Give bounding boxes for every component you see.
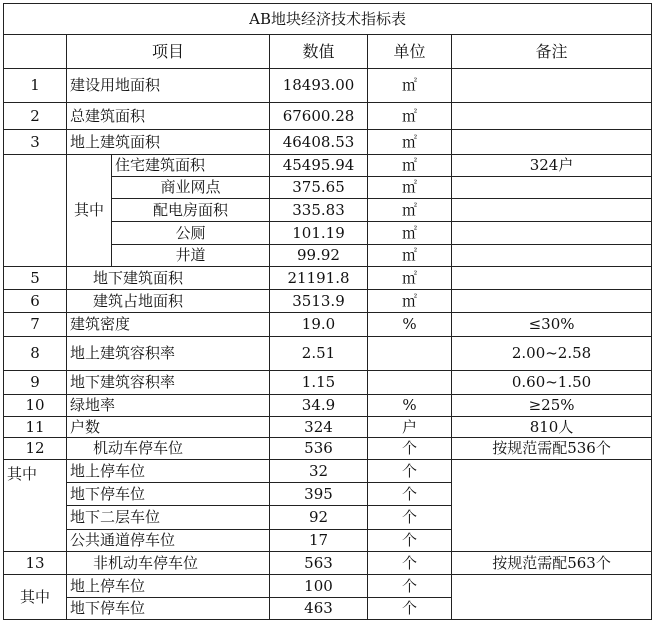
sub-value: 100 xyxy=(270,575,368,598)
row-number: 7 xyxy=(4,313,67,337)
sub-value: 99.92 xyxy=(270,245,368,267)
row-number: 12 xyxy=(4,438,67,460)
row-label: 地下建筑容积率 xyxy=(67,371,270,395)
sub-label: 商业网点 xyxy=(112,177,270,199)
title-row xyxy=(4,4,652,35)
sub-unit: ㎡ xyxy=(368,245,452,267)
row-number: 8 xyxy=(4,337,67,371)
row-note: 810人 xyxy=(452,417,652,438)
row-note xyxy=(452,69,652,103)
row-unit: ㎡ xyxy=(368,130,452,155)
table-row xyxy=(4,130,652,155)
row-number: 9 xyxy=(4,371,67,395)
row-value: 536 xyxy=(270,438,368,460)
header-note: 备注 xyxy=(452,35,652,69)
row-unit: ㎡ xyxy=(368,267,452,290)
table-row xyxy=(4,438,652,460)
sub-note xyxy=(452,177,652,199)
sub-unit: 个 xyxy=(368,598,452,620)
sub-value: 335.83 xyxy=(270,199,368,222)
row-unit xyxy=(368,337,452,371)
row-unit: ㎡ xyxy=(368,290,452,313)
row-label: 总建筑面积 xyxy=(67,103,270,130)
row-number: 10 xyxy=(4,395,67,417)
row-note: ≤30% xyxy=(452,313,652,337)
row-number: 3 xyxy=(4,130,67,155)
sub-label: 地上停车位 xyxy=(67,575,270,598)
header-index xyxy=(4,35,67,69)
sub-value: 32 xyxy=(270,460,368,483)
row-label: 建筑密度 xyxy=(67,313,270,337)
sub-label: 公厕 xyxy=(112,222,270,245)
row-label: 非机动车停车位 xyxy=(67,552,270,575)
sub-unit: ㎡ xyxy=(368,177,452,199)
row-note xyxy=(452,267,652,290)
sub-label: 地下二层车位 xyxy=(67,506,270,530)
table-row xyxy=(4,155,652,177)
sub-unit: ㎡ xyxy=(368,222,452,245)
table-row xyxy=(4,371,652,395)
row-unit: 个 xyxy=(368,552,452,575)
group-label: 其中 xyxy=(67,155,112,267)
row-note xyxy=(452,103,652,130)
row-value: 1.15 xyxy=(270,371,368,395)
sub-label: 地下停车位 xyxy=(67,483,270,506)
sub-unit: 个 xyxy=(368,575,452,598)
sub-value: 45495.94 xyxy=(270,155,368,177)
sub-note xyxy=(452,245,652,267)
row-label: 绿地率 xyxy=(67,395,270,417)
group-blank xyxy=(4,155,67,267)
sub-note: 324户 xyxy=(452,155,652,177)
sub-label: 配电房面积 xyxy=(112,199,270,222)
row-value: 324 xyxy=(270,417,368,438)
row-label: 地上建筑容积率 xyxy=(67,337,270,371)
row-value: 34.9 xyxy=(270,395,368,417)
row-number: 11 xyxy=(4,417,67,438)
sub-value: 92 xyxy=(270,506,368,530)
sub-unit: ㎡ xyxy=(368,199,452,222)
row-number: 13 xyxy=(4,552,67,575)
row-note: ≥25% xyxy=(452,395,652,417)
row-label: 机动车停车位 xyxy=(67,438,270,460)
group-label: 其中 xyxy=(4,575,67,620)
row-value: 18493.00 xyxy=(270,69,368,103)
header-value: 数值 xyxy=(270,35,368,69)
row-unit: 个 xyxy=(368,438,452,460)
table-row xyxy=(4,575,652,598)
row-number: 5 xyxy=(4,267,67,290)
row-label: 地上建筑面积 xyxy=(67,130,270,155)
row-label: 户数 xyxy=(67,417,270,438)
group-note-blank xyxy=(452,575,652,620)
row-value: 563 xyxy=(270,552,368,575)
sub-value: 17 xyxy=(270,530,368,552)
table-row xyxy=(4,103,652,130)
row-unit: % xyxy=(368,395,452,417)
sub-unit: 个 xyxy=(368,460,452,483)
row-note: 2.00~2.58 xyxy=(452,337,652,371)
table-row xyxy=(4,69,652,103)
sub-unit: 个 xyxy=(368,483,452,506)
header-item: 项目 xyxy=(67,35,270,69)
row-unit: ㎡ xyxy=(368,103,452,130)
sub-label: 地下停车位 xyxy=(67,598,270,620)
row-note: 按规范需配536个 xyxy=(452,438,652,460)
indicator-table xyxy=(3,3,652,620)
group-note-blank xyxy=(452,460,652,552)
row-unit: % xyxy=(368,313,452,337)
row-value: 19.0 xyxy=(270,313,368,337)
row-value: 3513.9 xyxy=(270,290,368,313)
row-value: 21191.8 xyxy=(270,267,368,290)
table-row xyxy=(4,460,652,483)
row-number: 1 xyxy=(4,69,67,103)
table-row xyxy=(4,552,652,575)
row-value: 67600.28 xyxy=(270,103,368,130)
header-row xyxy=(4,35,652,69)
row-number: 2 xyxy=(4,103,67,130)
row-unit: 户 xyxy=(368,417,452,438)
sub-unit: ㎡ xyxy=(368,155,452,177)
row-label: 地下建筑面积 xyxy=(67,267,270,290)
table-title: AB地块经济技术指标表 xyxy=(4,4,652,35)
row-label: 建筑占地面积 xyxy=(67,290,270,313)
sub-label: 井道 xyxy=(112,245,270,267)
sub-note xyxy=(452,199,652,222)
sub-unit: 个 xyxy=(368,506,452,530)
table-row xyxy=(4,313,652,337)
sub-label: 住宅建筑面积 xyxy=(112,155,270,177)
table-row xyxy=(4,395,652,417)
table-row xyxy=(4,337,652,371)
row-label: 建设用地面积 xyxy=(67,69,270,103)
sub-note xyxy=(452,222,652,245)
row-unit: ㎡ xyxy=(368,69,452,103)
sub-value: 463 xyxy=(270,598,368,620)
sub-value: 375.65 xyxy=(270,177,368,199)
sub-value: 101.19 xyxy=(270,222,368,245)
sub-value: 395 xyxy=(270,483,368,506)
table-row xyxy=(4,267,652,290)
sub-label: 公共通道停车位 xyxy=(67,530,270,552)
row-note: 按规范需配563个 xyxy=(452,552,652,575)
row-value: 2.51 xyxy=(270,337,368,371)
table-row xyxy=(4,290,652,313)
row-unit xyxy=(368,371,452,395)
row-note xyxy=(452,130,652,155)
sub-label: 地上停车位 xyxy=(67,460,270,483)
row-number: 6 xyxy=(4,290,67,313)
row-note: 0.60~1.50 xyxy=(452,371,652,395)
group-label: 其中 xyxy=(4,460,67,552)
row-note xyxy=(452,290,652,313)
row-value: 46408.53 xyxy=(270,130,368,155)
sub-unit: 个 xyxy=(368,530,452,552)
header-unit: 单位 xyxy=(368,35,452,69)
table-row xyxy=(4,417,652,438)
